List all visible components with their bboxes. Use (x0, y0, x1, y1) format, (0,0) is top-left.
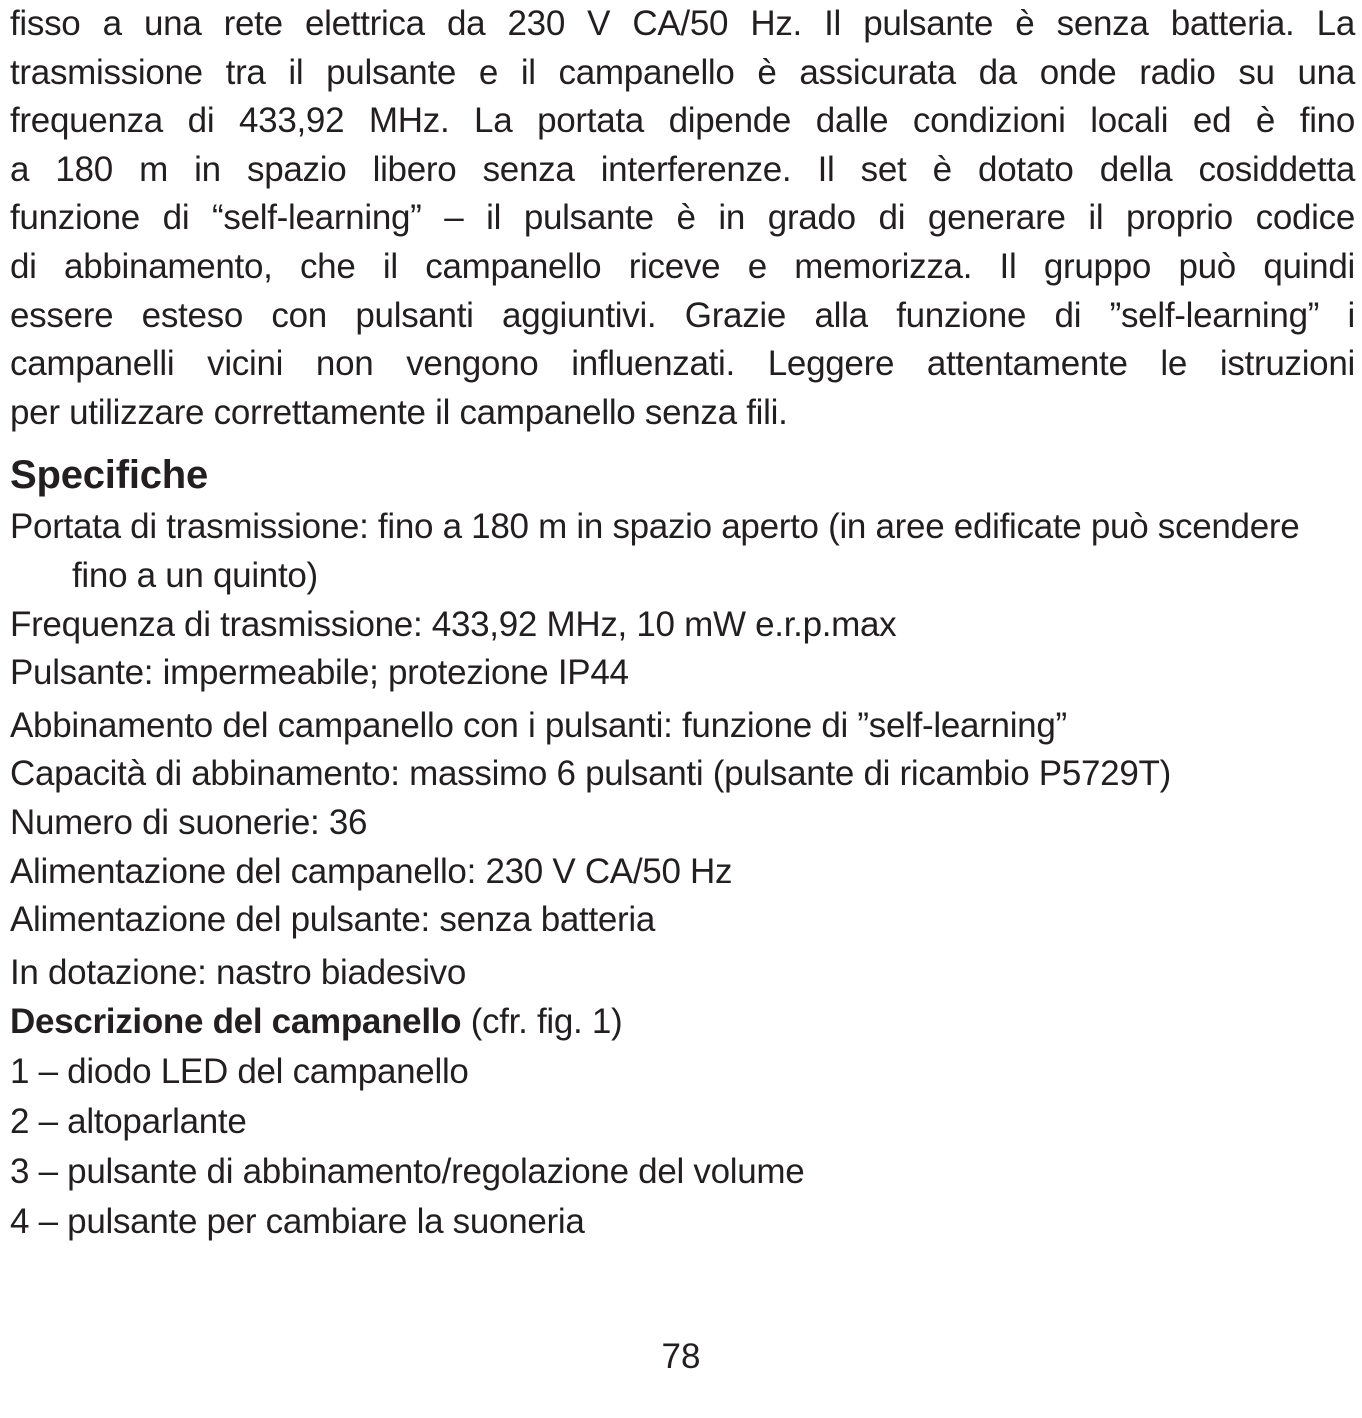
manual-page (10, 0, 1355, 1247)
intro-line: frequenza di 433,92 MHz. La portata dipende dalle condizioni locali ed è fino (10, 101, 1355, 141)
intro-line: di abbinamento, che il campanello riceve e memorizza. Il gruppo può quindi (10, 246, 1355, 286)
page-number: 78 (661, 1337, 701, 1376)
specs-list (10, 503, 1355, 997)
part-item: 4 – pulsante per cambiare la suoneria (10, 1202, 585, 1242)
spec-item: Numero di suonerie: 36 (10, 802, 368, 842)
intro-line: a 180 m in spazio libero senza interferenze. Il set è dotato della cosiddetta (10, 149, 1355, 189)
spec-item: Alimentazione del campanello: 230 V CA/50 Hz (10, 851, 733, 891)
intro-line: fisso a una rete elettrica da 230 V CA/50 Hz. Il pulsante è senza batteria. La (10, 4, 1355, 43)
spec-item: Capacità di abbinamento: massimo 6 pulsanti (pulsante di ricambio P5729T) (10, 754, 1171, 794)
spec-item: Alimentazione del pulsante: senza batteria (10, 900, 656, 940)
spec-item: Abbinamento del campanello con i pulsanti: funzione di ”self-learning” (10, 705, 1067, 745)
specs-heading: Specifiche (10, 453, 209, 498)
description-title (10, 997, 1355, 1047)
spec-item: Pulsante: impermeabile; protezione IP44 (10, 653, 629, 693)
intro-line: per utilizzare correttamente il campanello senza fili. (10, 392, 788, 432)
description-figure-ref: (cfr. fig. 1) (461, 1002, 623, 1042)
spec-item: In dotazione: nastro biadesivo (10, 952, 467, 992)
spec-item: Portata di trasmissione: fino a 180 m in spazio aperto (in aree edificate può scendere fino a un quinto) (10, 507, 1300, 595)
part-item: 3 – pulsante di abbinamento/regolazione del volume (10, 1152, 805, 1192)
parts-list (10, 1047, 1355, 1247)
part-item: 1 – diodo LED del campanello (10, 1052, 469, 1092)
intro-line: trasmissione tra il pulsante e il campanello è assicurata da onde radio su una (10, 52, 1355, 92)
intro-line: funzione di “self-learning” – il pulsante è in grado di generare il proprio codice (10, 198, 1355, 238)
intro-line: essere esteso con pulsanti aggiuntivi. Grazie alla funzione di ”self-learning” i (10, 295, 1355, 335)
spec-item: Frequenza di trasmissione: 433,92 MHz, 10 mW e.r.p.max (10, 604, 897, 644)
description-title-bold: Descrizione del campanello (10, 1002, 462, 1042)
intro-line: campanelli vicini non vengono influenzati. Leggere attentamente le istruzioni (10, 344, 1355, 384)
intro-paragraph (10, 0, 1355, 437)
part-item: 2 – altoparlante (10, 1102, 247, 1142)
